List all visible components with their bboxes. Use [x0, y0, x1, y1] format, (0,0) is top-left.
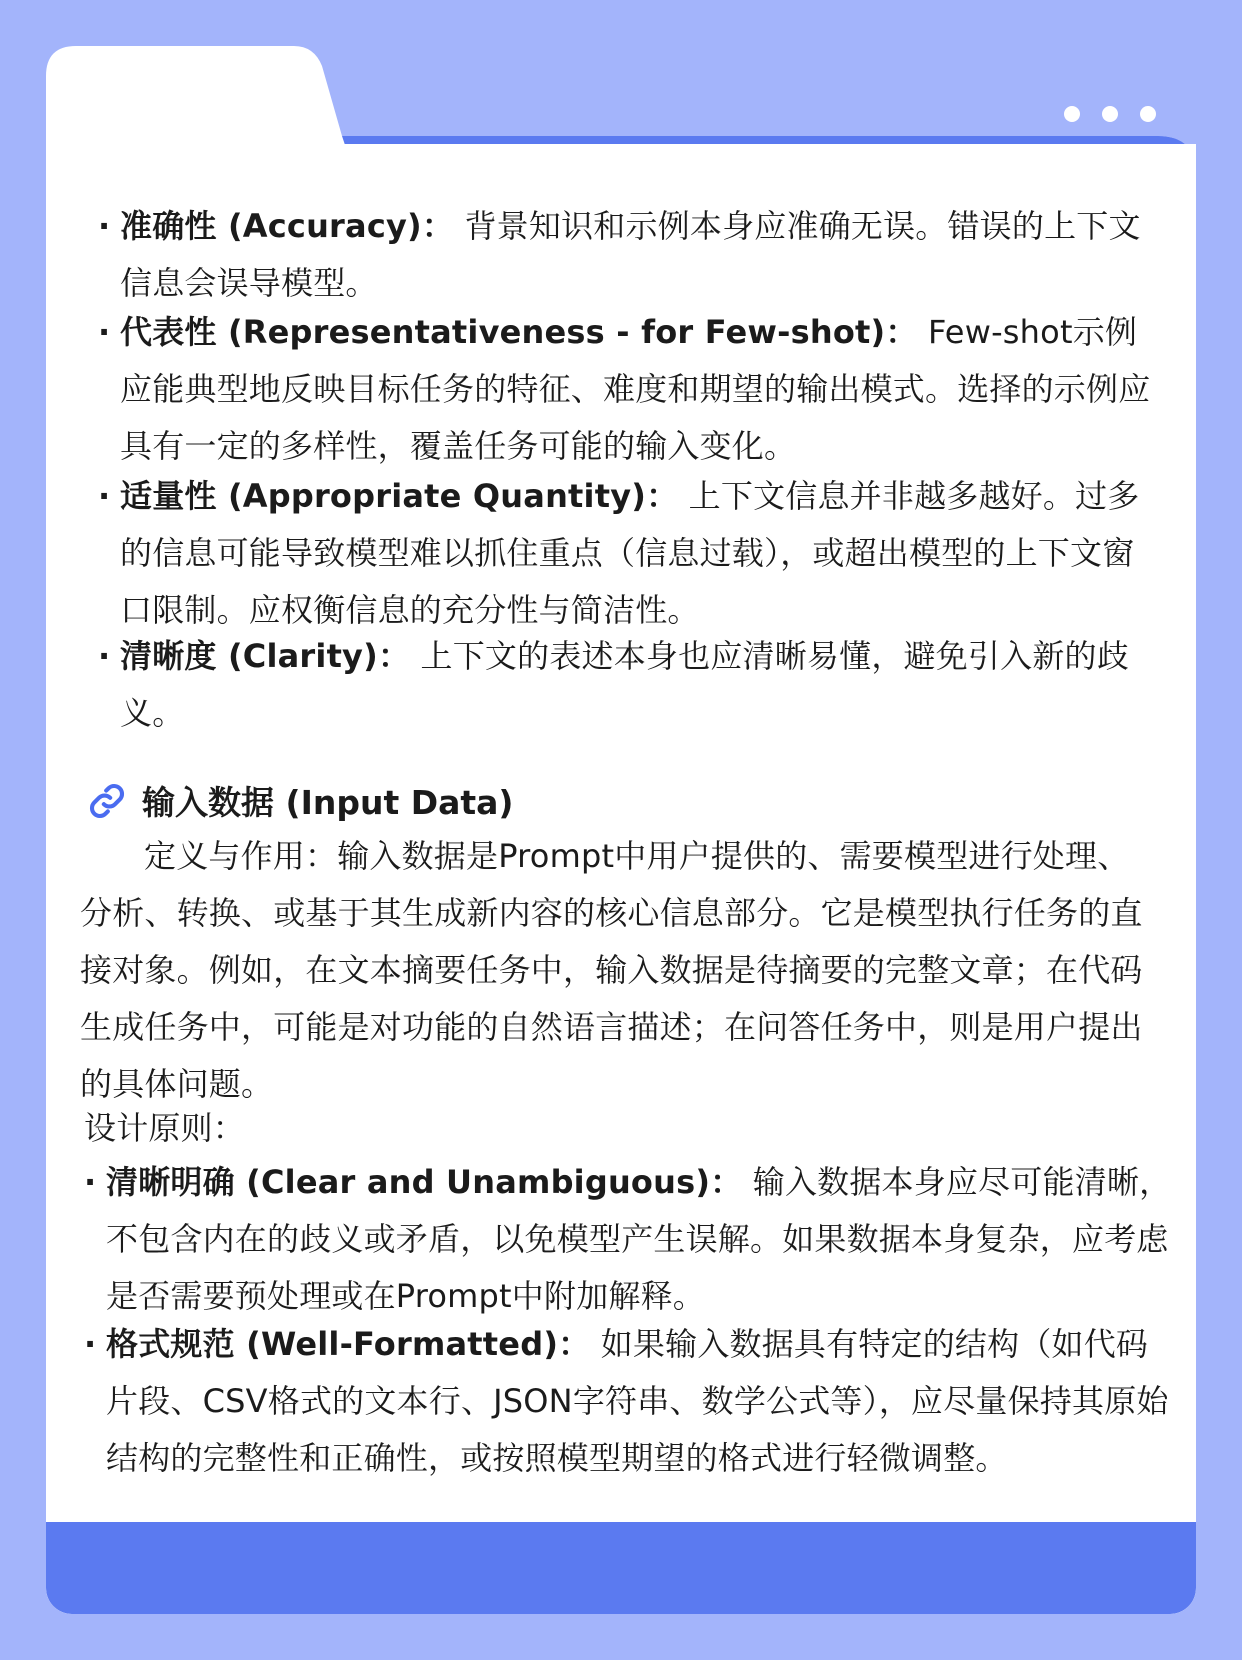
card [46, 46, 1196, 1614]
principles-label-text: 设计原则： [84, 1109, 246, 1147]
dot-icon [1140, 106, 1156, 122]
dot-icon [1102, 106, 1118, 122]
list-item [84, 1316, 1172, 1487]
bullet-dot: · [98, 637, 111, 675]
window-dots [1064, 106, 1156, 122]
section-heading [88, 772, 514, 829]
item-text: 输入数据本身应尽可能清晰，不包含内在的歧义或矛盾，以免模型产生误解。如果数据本身复杂，应考虑是否需要预处理或在Prompt中附加解释。 [106, 1163, 1172, 1315]
item-text: 上下文的表述本身也应清晰易懂，避免引入新的歧义。 [120, 637, 1129, 732]
definition-text: 定义与作用：输入数据是Prompt中用户提供的、需要模型进行处理、分析、转换、或基于其生成新内容的核心信息部分。它是模型执行任务的直接对象。例如，在文本摘要任务中，输入数据是待摘要的完整文章；在代码生成任务中，可能是对功能的自然语言描述；在问答任务中，则是用户提出的具体问题。 [80, 837, 1143, 1103]
section-title: 输入数据 (Input Data) [142, 783, 514, 822]
bullet-dot: · [84, 1163, 97, 1201]
item-text: Few-shot示例应能典型地反映目标任务的特征、难度和期望的输出模式。选择的示例应具有一定的多样性，覆盖任务可能的输入变化。 [120, 313, 1151, 465]
item-title: 清晰度 (Clarity)： [120, 637, 411, 675]
item-title: 代表性 (Representativeness - for Few-shot)： [120, 313, 918, 351]
item-title: 格式规范 (Well-Formatted)： [106, 1325, 591, 1363]
bullet-dot: · [98, 207, 111, 245]
principles-label [84, 1100, 245, 1157]
list-item [98, 198, 1160, 312]
list-item [98, 304, 1160, 475]
definition-paragraph [80, 828, 1150, 1113]
bullet-dot: · [98, 313, 111, 351]
list-item [98, 628, 1160, 742]
item-text: 如果输入数据具有特定的结构（如代码片段、CSV格式的文本行、JSON字符串、数学公式等），应尽量保持其原始结构的完整性和正确性，或按照模型期望的格式进行轻微调整。 [106, 1325, 1169, 1477]
item-title: 适量性 (Appropriate Quantity)： [120, 477, 679, 515]
item-text: 上下文信息并非越多越好。过多的信息可能导致模型难以抓住重点（信息过载），或超出模型的上下文窗口限制。应权衡信息的充分性与简洁性。 [120, 477, 1140, 629]
item-text: 背景知识和示例本身应准确无误。错误的上下文信息会误导模型。 [120, 207, 1141, 302]
item-title: 准确性 (Accuracy)： [120, 207, 455, 245]
list-item [84, 1154, 1172, 1325]
dot-icon [1064, 106, 1080, 122]
content-sheet [46, 144, 1196, 1614]
list-item [98, 468, 1160, 639]
bullet-dot: · [84, 1325, 97, 1363]
link-icon [88, 782, 126, 820]
item-title: 清晰明确 (Clear and Unambiguous)： [106, 1163, 743, 1201]
footer-band [46, 1522, 1196, 1614]
bullet-dot: · [98, 477, 111, 515]
